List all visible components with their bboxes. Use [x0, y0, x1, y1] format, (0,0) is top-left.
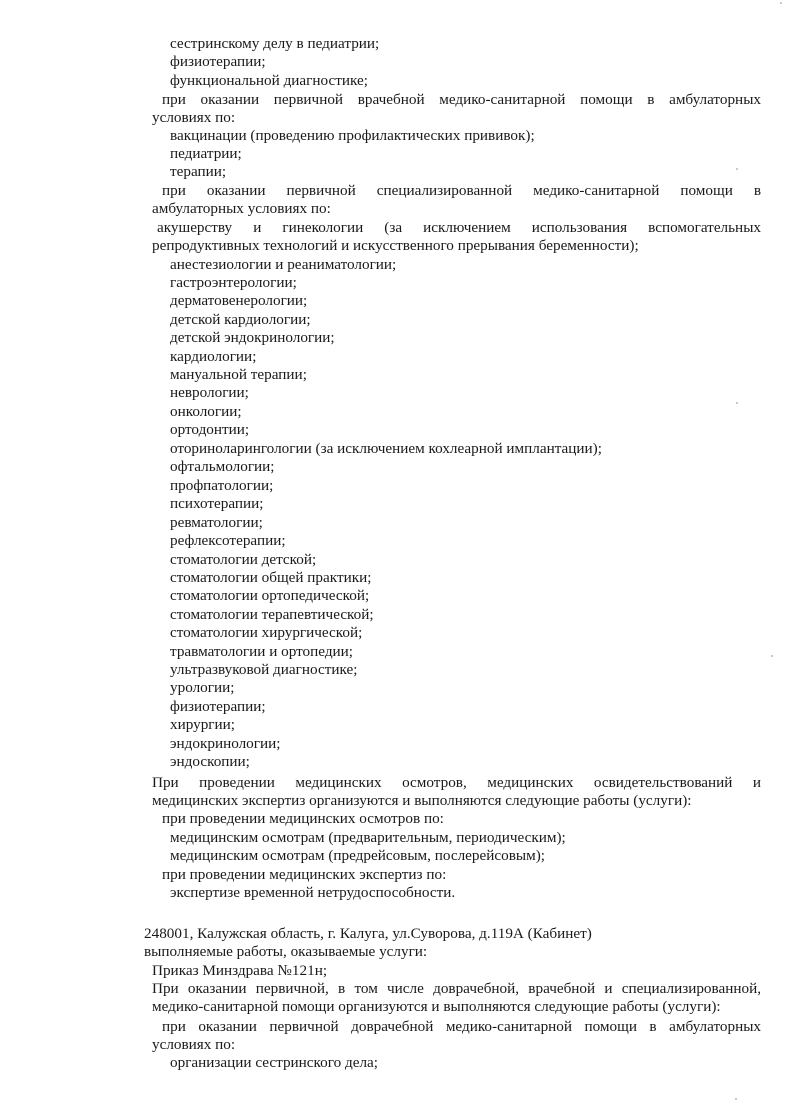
- list-item: стоматологии ортопедической;: [170, 587, 370, 604]
- primary-doctor-heading: при оказании первичной врачебной медико-санитарной помощи в амбулаторных: [162, 91, 761, 108]
- scan-speck: [771, 655, 773, 657]
- prehospital-heading: при оказании первичной доврачебной медико-санитарной помощи в амбулаторных: [162, 1018, 761, 1035]
- list-item: экспертизе временной нетрудоспособности.: [170, 884, 456, 901]
- list-item: стоматологии терапевтической;: [170, 606, 374, 623]
- list-item: стоматологии хирургической;: [170, 624, 363, 641]
- expertise-sub-heading: при проведении медицинских экспертиз по:: [162, 866, 447, 883]
- list-item: эндокринологии;: [170, 735, 281, 752]
- scan-speck: [735, 1098, 737, 1100]
- obstetrics-item: акушерству и гинекологии (за исключением использования вспомогательных: [157, 219, 761, 236]
- list-item: неврологии;: [170, 384, 249, 401]
- list-item: анестезиологии и реаниматологии;: [170, 256, 397, 273]
- primary-heading-cont: медико-санитарной помощи организуются и выполняются следующие работы (услуги):: [152, 998, 721, 1015]
- list-item: детской эндокринологии;: [170, 329, 335, 346]
- prehospital-heading-cont: условиях по:: [152, 1036, 236, 1053]
- scan-speck: [780, 2, 782, 4]
- exams-sub-heading: при проведении медицинских осмотров по:: [162, 810, 444, 827]
- list-item: детской кардиологии;: [170, 311, 311, 328]
- list-item: урологии;: [170, 679, 235, 696]
- list-item: стоматологии общей практики;: [170, 569, 372, 586]
- list-item: ревматологии;: [170, 514, 263, 531]
- list-item: гастроэнтерологии;: [170, 274, 297, 291]
- list-item: вакцинации (проведению профилактических прививок);: [170, 127, 535, 144]
- works-label: выполняемые работы, оказываемые услуги:: [144, 943, 428, 960]
- list-item: функциональной диагностике;: [170, 72, 368, 89]
- list-item: офтальмологии;: [170, 458, 275, 475]
- specialized-heading: при оказании первичной специализированной медико-санитарной помощи в: [162, 182, 761, 199]
- list-item: психотерапии;: [170, 495, 264, 512]
- list-item: хирургии;: [170, 716, 236, 733]
- list-item: организации сестринского дела;: [170, 1054, 378, 1071]
- exams-heading-cont: медицинских экспертиз организуются и выполняются следующие работы (услуги):: [152, 792, 692, 809]
- obstetrics-item-cont: репродуктивных технологий и искусственного прерывания беременности);: [152, 237, 639, 254]
- order-reference: Приказ Минздрава №121н;: [152, 962, 328, 979]
- list-item: кардиологии;: [170, 348, 257, 365]
- list-item: терапии;: [170, 163, 227, 180]
- scan-speck: [736, 168, 738, 170]
- specialized-heading-cont: амбулаторных условиях по:: [152, 200, 331, 217]
- list-item: физиотерапии;: [170, 53, 266, 70]
- list-item: стоматологии детской;: [170, 551, 317, 568]
- list-item: эндоскопии;: [170, 753, 250, 770]
- list-item: травматологии и ортопедии;: [170, 643, 354, 660]
- list-item: медицинским осмотрам (предрейсовым, послерейсовым);: [170, 847, 545, 864]
- list-item: оториноларингологии (за исключением кохлеарной имплантации);: [170, 440, 602, 457]
- list-item: физиотерапии;: [170, 698, 266, 715]
- scan-speck: [736, 402, 738, 404]
- list-item: рефлексотерапии;: [170, 532, 286, 549]
- list-item: онкологии;: [170, 403, 242, 420]
- primary-heading: При оказании первичной, в том числе доврачебной, врачебной и специализированной,: [152, 980, 761, 997]
- list-item: сестринскому делу в педиатрии;: [170, 35, 380, 52]
- exams-heading: При проведении медицинских осмотров, медицинских освидетельствований и: [152, 774, 761, 791]
- list-item: ультразвуковой диагностике;: [170, 661, 358, 678]
- list-item: профпатологии;: [170, 477, 274, 494]
- list-item: дерматовенерологии;: [170, 292, 308, 309]
- list-item: педиатрии;: [170, 145, 242, 162]
- address: 248001, Калужская область, г. Калуга, ул.Суворова, д.119А (Кабинет): [144, 925, 592, 942]
- list-item: ортодонтии;: [170, 421, 250, 438]
- primary-doctor-heading-cont: условиях по:: [152, 109, 236, 126]
- list-item: мануальной терапии;: [170, 366, 307, 383]
- list-item: медицинским осмотрам (предварительным, периодическим);: [170, 829, 566, 846]
